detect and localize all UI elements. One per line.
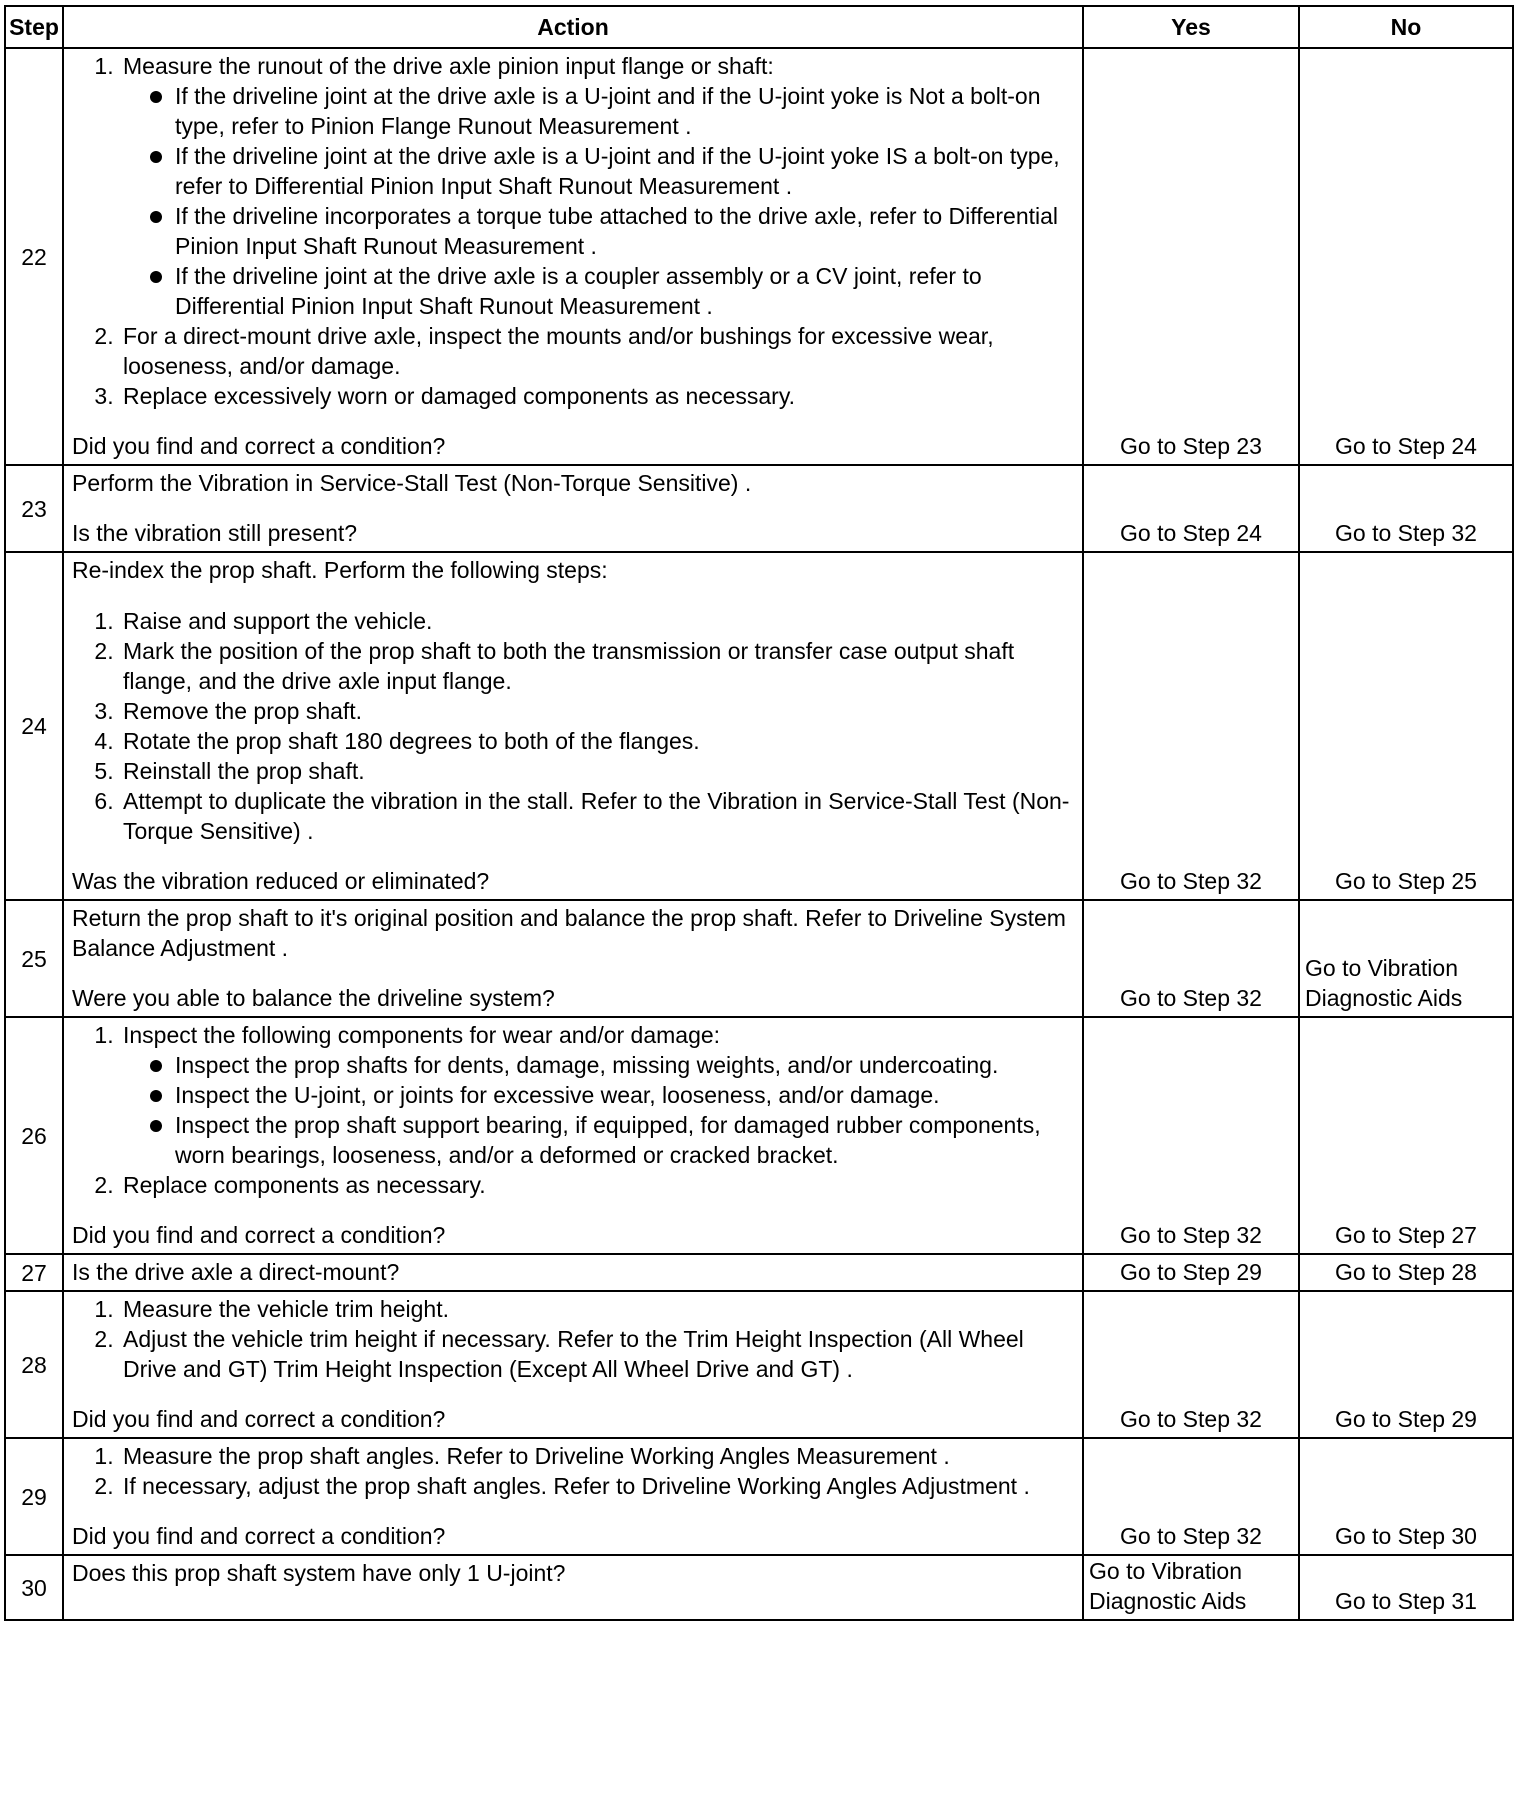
action-item: [120, 51, 1074, 321]
action-item: 1. Raise and support the vehicle.: [120, 606, 1074, 636]
action-cell: [63, 1291, 1083, 1438]
action-cell: [63, 465, 1083, 552]
action-list: [72, 51, 1074, 411]
step-number: 26: [5, 1017, 63, 1254]
yes-result: Go to Step 32: [1083, 900, 1299, 1017]
table-row-step-30: [5, 1555, 1513, 1620]
question-text: Does this prop shaft system have only 1 U-joint?: [72, 1560, 566, 1586]
header-yes: Yes: [1083, 6, 1299, 48]
action-cell: [63, 1555, 1083, 1620]
action-intro: Perform the Vibration in Service-Stall Test (Non-Torque Sensitive) .: [72, 470, 752, 496]
table-row-step-26: [5, 1017, 1513, 1254]
no-result: Go to Step 28: [1299, 1254, 1513, 1291]
action-item: 2. If necessary, adjust the prop shaft angles. Refer to Driveline Working Angles Adjustment .: [120, 1471, 1074, 1501]
question-text: Did you find and correct a condition?: [72, 433, 446, 459]
yes-result: Go to Step 24: [1083, 465, 1299, 552]
header-action: Action: [63, 6, 1083, 48]
action-cell: [63, 48, 1083, 465]
no-result: Go to Step 32: [1299, 465, 1513, 552]
question-text: Did you find and correct a condition?: [72, 1523, 446, 1549]
action-item: 3. Remove the prop shaft.: [120, 696, 1074, 726]
no-result: Go to Step 29: [1299, 1291, 1513, 1438]
yes-result: Go to Vibration Diagnostic Aids: [1083, 1555, 1299, 1620]
table-row-step-23: [5, 465, 1513, 552]
action-cell: [63, 1438, 1083, 1555]
no-result: Go to Step 27: [1299, 1017, 1513, 1254]
bullet-list: [123, 1050, 1074, 1170]
step-number: 23: [5, 465, 63, 552]
diagnostic-table-page: [4, 5, 1512, 1621]
question-text: Did you find and correct a condition?: [72, 1222, 446, 1248]
action-item: 2. Replace components as necessary.: [120, 1170, 1074, 1200]
action-item: 2. For a direct-mount drive axle, inspect the mounts and/or bushings for excessive wear, looseness, and/or damage.: [120, 321, 1074, 381]
no-result: Go to Vibration Diagnostic Aids: [1299, 900, 1513, 1017]
yes-result: Go to Step 23: [1083, 48, 1299, 465]
action-cell: [63, 552, 1083, 900]
action-item: 5. Reinstall the prop shaft.: [120, 756, 1074, 786]
yes-result: Go to Step 32: [1083, 552, 1299, 900]
action-item: 2. Mark the position of the prop shaft to both the transmission or transfer case output shaft flange, and the drive axle input flange.: [120, 636, 1074, 696]
action-list: [72, 1294, 1074, 1384]
action-intro: Return the prop shaft to it's original position and balance the prop shaft. Refer to Driveline System Balance Adjustment .: [72, 905, 1066, 961]
step-number: 29: [5, 1438, 63, 1555]
action-item: [120, 1020, 1074, 1170]
action-list: [72, 606, 1074, 846]
action-intro: Re-index the prop shaft. Perform the following steps:: [72, 557, 608, 583]
no-result: Go to Step 31: [1299, 1555, 1513, 1620]
action-item: 4. Rotate the prop shaft 180 degrees to both of the flanges.: [120, 726, 1074, 756]
question-text: Did you find and correct a condition?: [72, 1406, 446, 1432]
step-number: 27: [5, 1254, 63, 1291]
action-item: 1. Measure the vehicle trim height.: [120, 1294, 1074, 1324]
table-row-step-22: [5, 48, 1513, 465]
action-item: 1. Measure the prop shaft angles. Refer to Driveline Working Angles Measurement .: [120, 1441, 1074, 1471]
bullet-item: If the driveline incorporates a torque tube attached to the drive axle, refer to Differential Pinion Input Shaft Runout Measurement .: [175, 201, 1074, 261]
header-row: [5, 6, 1513, 48]
table-row-step-28: [5, 1291, 1513, 1438]
action-item: 6. Attempt to duplicate the vibration in the stall. Refer to the Vibration in Service-Stall Test (Non-Torque Sensitive) .: [120, 786, 1074, 846]
table-row-step-24: [5, 552, 1513, 900]
table-row-step-25: [5, 900, 1513, 1017]
yes-result: Go to Step 29: [1083, 1254, 1299, 1291]
action-cell: [63, 900, 1083, 1017]
no-result: Go to Step 30: [1299, 1438, 1513, 1555]
step-number: 24: [5, 552, 63, 900]
bullet-item: Inspect the prop shafts for dents, damage, missing weights, and/or undercoating.: [175, 1050, 1074, 1080]
question-text: Is the vibration still present?: [72, 520, 358, 546]
action-item: 2. Adjust the vehicle trim height if necessary. Refer to the Trim Height Inspection (All Wheel Drive and GT) Trim Height Inspection (Except All Wheel Drive and GT) .: [120, 1324, 1074, 1384]
question-text: Was the vibration reduced or eliminated?: [72, 868, 490, 894]
bullet-list: [123, 81, 1074, 321]
step-number: 30: [5, 1555, 63, 1620]
yes-result: Go to Step 32: [1083, 1438, 1299, 1555]
question-text: Is the drive axle a direct-mount?: [72, 1259, 400, 1285]
bullet-item: If the driveline joint at the drive axle is a coupler assembly or a CV joint, refer to Differential Pinion Input Shaft Runout Measurement .: [175, 261, 1074, 321]
step-number: 22: [5, 48, 63, 465]
yes-result: Go to Step 32: [1083, 1017, 1299, 1254]
bullet-item: If the driveline joint at the drive axle is a U-joint and if the U-joint yoke IS a bolt-on type, refer to Differential Pinion Input Shaft Runout Measurement .: [175, 141, 1074, 201]
action-list: [72, 1020, 1074, 1200]
bullet-item: Inspect the U-joint, or joints for excessive wear, looseness, and/or damage.: [175, 1080, 1074, 1110]
bullet-item: Inspect the prop shaft support bearing, if equipped, for damaged rubber components, worn bearings, looseness, and/or a deformed or cracked bracket.: [175, 1110, 1074, 1170]
yes-result: Go to Step 32: [1083, 1291, 1299, 1438]
header-no: No: [1299, 6, 1513, 48]
action-list: [72, 1441, 1074, 1501]
step-number: 25: [5, 900, 63, 1017]
table-row-step-27: [5, 1254, 1513, 1291]
table-row-step-29: [5, 1438, 1513, 1555]
action-item-text: Measure the runout of the drive axle pinion input flange or shaft:: [123, 53, 774, 79]
action-cell: [63, 1254, 1083, 1291]
step-number: 28: [5, 1291, 63, 1438]
no-result: Go to Step 24: [1299, 48, 1513, 465]
diagnostic-table: [4, 5, 1514, 1621]
action-item-text: Inspect the following components for wear and/or damage:: [123, 1022, 721, 1048]
action-cell: [63, 1017, 1083, 1254]
no-result: Go to Step 25: [1299, 552, 1513, 900]
question-text: Were you able to balance the driveline system?: [72, 985, 555, 1011]
bullet-item: If the driveline joint at the drive axle is a U-joint and if the U-joint yoke is Not a bolt-on type, refer to Pinion Flange Runout Measurement .: [175, 81, 1074, 141]
header-step: Step: [5, 6, 63, 48]
action-item: 3. Replace excessively worn or damaged components as necessary.: [120, 381, 1074, 411]
